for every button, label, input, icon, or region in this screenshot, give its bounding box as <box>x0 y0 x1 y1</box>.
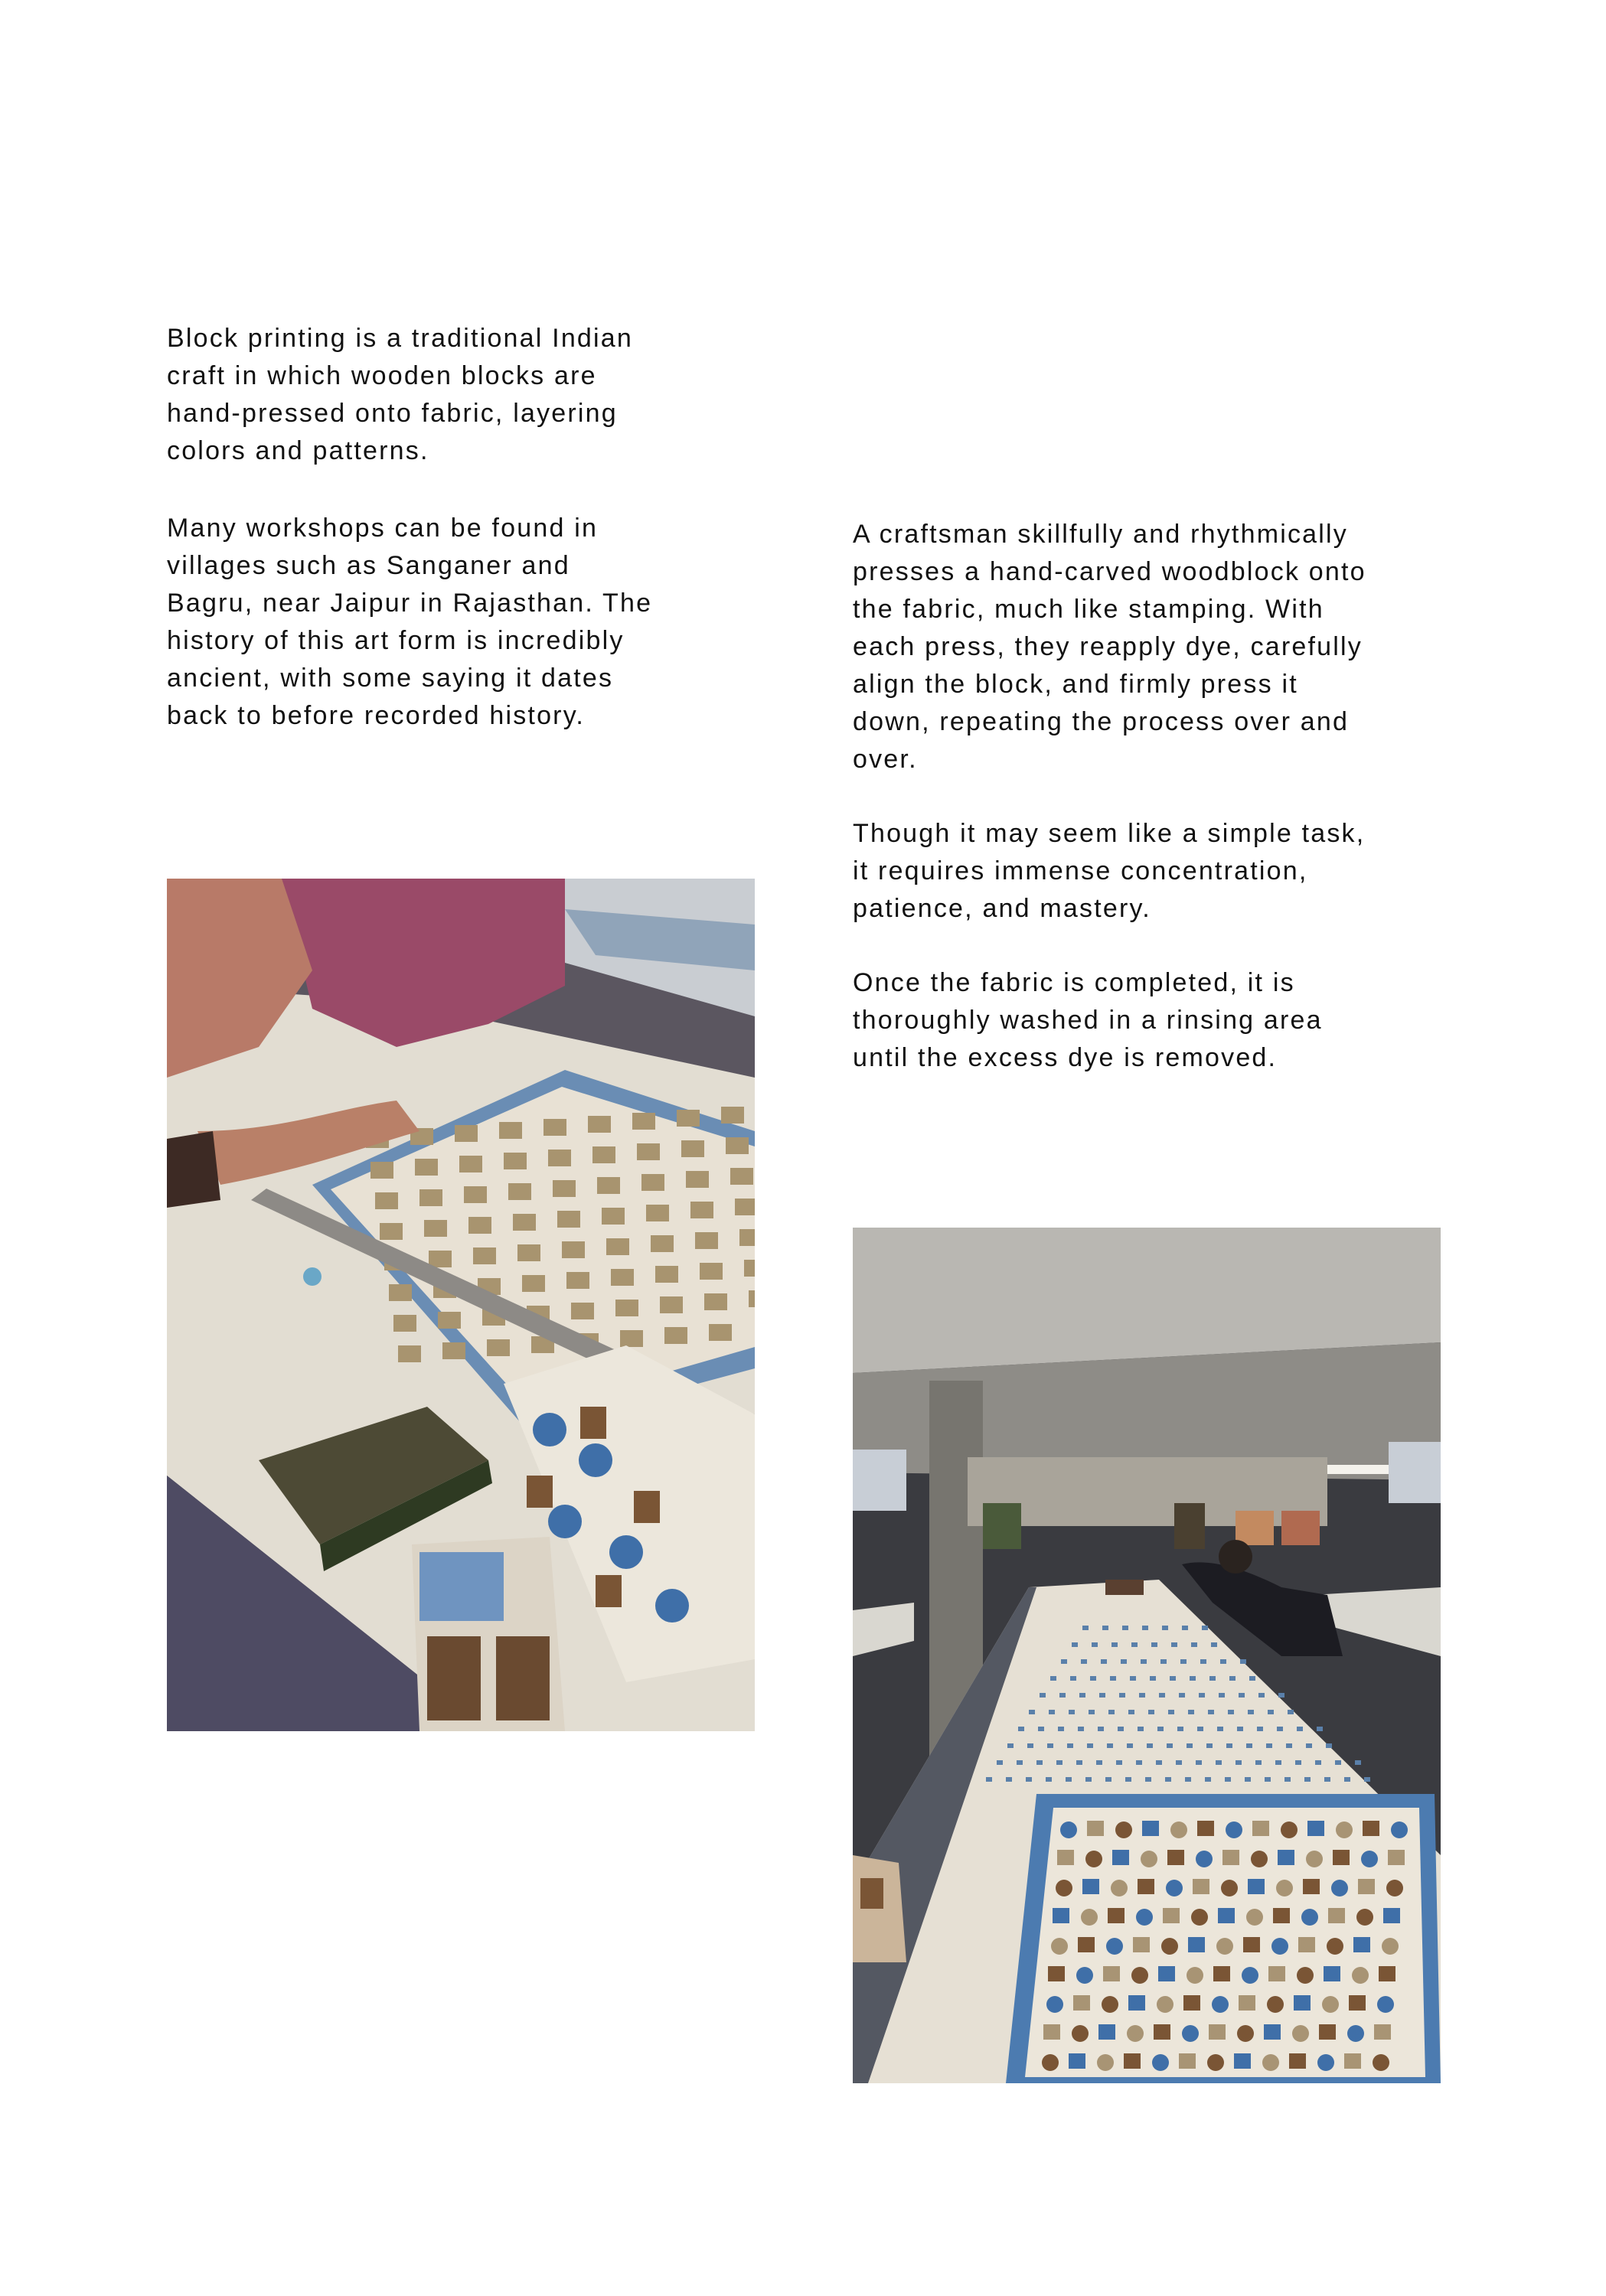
washing-paragraph: Once the fabric is completed, it is thoroughly washed in a rinsing area until the excess dye is removed. <box>853 968 1323 1072</box>
intro-paragraph: Block printing is a traditional Indian craft in which wooden blocks are hand-pressed onto fabric, layering colors and patterns. <box>167 324 634 465</box>
craftsman-paragraph: A craftsman skillfully and rhythmically presses a hand-carved woodblock onto the fabric, much like stamping. With each press, they reapply dye, carefully align the block, and firmly press it down, repeating the process over and over. <box>853 520 1366 774</box>
workshop-long-table-photo <box>853 1228 1441 2083</box>
concentration-paragraph: Though it may seem like a simple task, it requires immense concentration, patience, and mastery. <box>853 819 1366 923</box>
block-printing-closeup-photo <box>167 879 755 1731</box>
workshops-paragraph: Many workshops can be found in villages such as Sanganer and Bagru, near Jaipur in Rajasthan. The history of this art form is incredibly ancient, with some saying it dates back to before recorded history. <box>167 514 653 730</box>
